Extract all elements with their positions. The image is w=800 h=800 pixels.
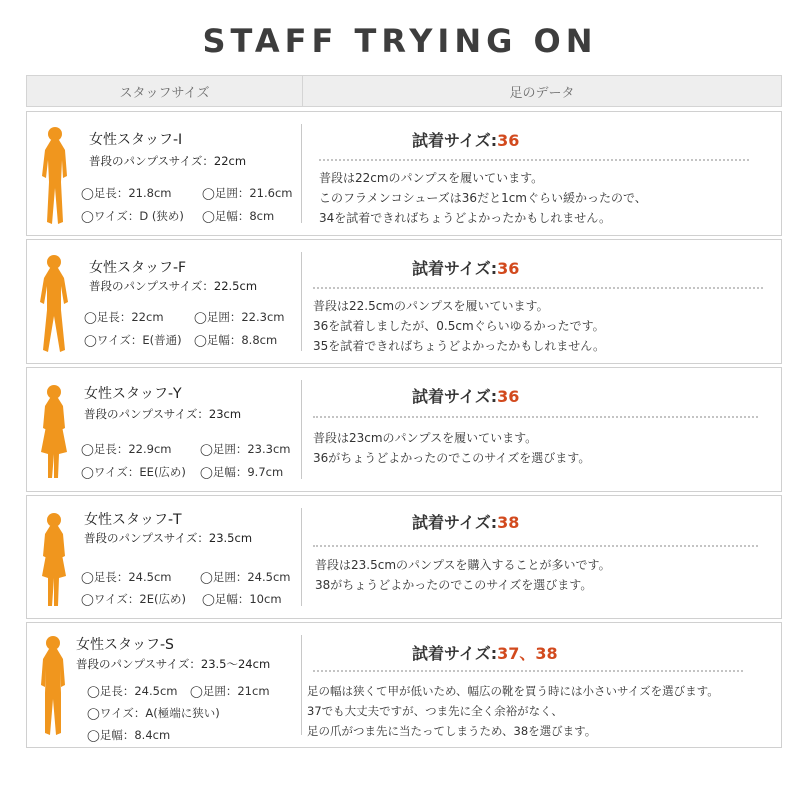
- column-divider: [301, 124, 302, 223]
- staff-card-i: [26, 111, 782, 236]
- comment-text: 足の幅は狭くて甲が低いため、幅広の靴を買う時には小さいサイズを選びます。 37でも大丈夫ですが、つま先に全く余裕がなく、 足の爪がつま先に当たってしまうため、38を選びます。: [307, 684, 719, 738]
- usual-size: 普段のパンプスサイズ：22cm: [89, 154, 247, 168]
- dotted-separator: [313, 545, 758, 547]
- comment-text: 普段は23cmのパンプスを履いています。 36がちょうどよかったのでこのサイズを選びます。: [313, 431, 591, 465]
- foot-width: ◯足幅：8.4cm: [87, 728, 171, 742]
- comment-text: 普段は22cmのパンプスを履いています。 このフラメンコシューズは36だと1cmぐらい緩かったので、 34を試着できればちょうどよかったかもしれません。: [319, 171, 647, 225]
- tried-size: 試着サイズ:38: [412, 513, 520, 532]
- foot-length: ◯足長：22.9cm: [81, 442, 172, 456]
- dotted-separator: [319, 159, 749, 161]
- tried-size: 試着サイズ:37、38: [412, 644, 558, 663]
- tried-size: 試着サイズ:36: [412, 387, 520, 406]
- staff-card-y: [26, 367, 782, 492]
- foot-wise: ◯ワイズ：A(極端に狭い): [87, 706, 220, 720]
- column-divider: [301, 380, 302, 479]
- usual-size: 普段のパンプスサイズ：23cm: [84, 407, 242, 421]
- foot-width: ◯足幅：9.7cm: [200, 465, 284, 479]
- staff-name: 女性スタッフ-T: [84, 512, 182, 528]
- tried-size: 試着サイズ:36: [412, 259, 520, 278]
- foot-width: ◯足幅：10cm: [202, 592, 282, 606]
- column-divider: [301, 508, 302, 606]
- header-staff-size: スタッフサイズ: [27, 76, 303, 106]
- foot-girth: ◯足囲：21.6cm: [202, 186, 293, 200]
- foot-girth: ◯足囲：21cm: [190, 684, 270, 698]
- usual-size: 普段のパンプスサイズ：23.5〜24cm: [76, 657, 271, 671]
- staff-name: 女性スタッフ-I: [89, 132, 183, 148]
- foot-length: ◯足長：21.8cm: [81, 186, 172, 200]
- woman-silhouette-icon: [35, 252, 73, 356]
- foot-girth: ◯足囲：24.5cm: [200, 570, 291, 584]
- foot-girth: ◯足囲：22.3cm: [194, 310, 285, 324]
- foot-width: ◯足幅：8.8cm: [194, 333, 278, 347]
- staff-name: 女性スタッフ-F: [89, 260, 187, 276]
- comment-text: 普段は23.5cmのパンプスを購入することが多いです。 38がちょうどよかったのでこのサイズを選びます。: [315, 558, 611, 592]
- usual-size: 普段のパンプスサイズ：23.5cm: [84, 531, 253, 545]
- woman-silhouette-icon: [36, 510, 72, 610]
- foot-wise: ◯ワイズ：D (狭め): [81, 209, 184, 223]
- foot-wise: ◯ワイズ：2E(広め): [81, 592, 186, 606]
- usual-size: 普段のパンプスサイズ：22.5cm: [89, 279, 258, 293]
- foot-wise: ◯ワイズ：E(普通): [84, 333, 182, 347]
- foot-wise: ◯ワイズ：EE(広め): [81, 465, 186, 479]
- dotted-separator: [313, 287, 763, 289]
- tried-size: 試着サイズ:36: [412, 131, 520, 150]
- header-foot-data: 足のデータ: [509, 85, 575, 101]
- column-divider: [301, 252, 302, 351]
- comment-text: 普段は22.5cmのパンプスを履いています。 36を試着しましたが、0.5cmぐらいゆるかったです。 35を試着できればちょうどよかったかもしれません。: [313, 299, 605, 353]
- dotted-separator: [313, 416, 758, 418]
- woman-silhouette-icon: [36, 382, 72, 482]
- woman-silhouette-icon: [35, 633, 71, 739]
- staff-card-f: [26, 239, 782, 364]
- foot-width: ◯足幅：8cm: [202, 209, 275, 223]
- table-header: [26, 75, 782, 107]
- foot-length: ◯足長：24.5cm: [81, 570, 172, 584]
- foot-girth: ◯足囲：23.3cm: [200, 442, 291, 456]
- dotted-separator: [313, 670, 743, 672]
- column-divider: [301, 635, 302, 735]
- staff-name: 女性スタッフ-Y: [84, 386, 182, 402]
- foot-length: ◯足長：24.5cm: [87, 684, 178, 698]
- staff-card-s: [26, 622, 782, 748]
- page-title: STAFF TRYING ON: [202, 22, 598, 60]
- staff-name: 女性スタッフ-S: [76, 637, 174, 653]
- foot-length: ◯足長：22cm: [84, 310, 164, 324]
- staff-card-t: [26, 495, 782, 619]
- woman-silhouette-icon: [37, 124, 73, 228]
